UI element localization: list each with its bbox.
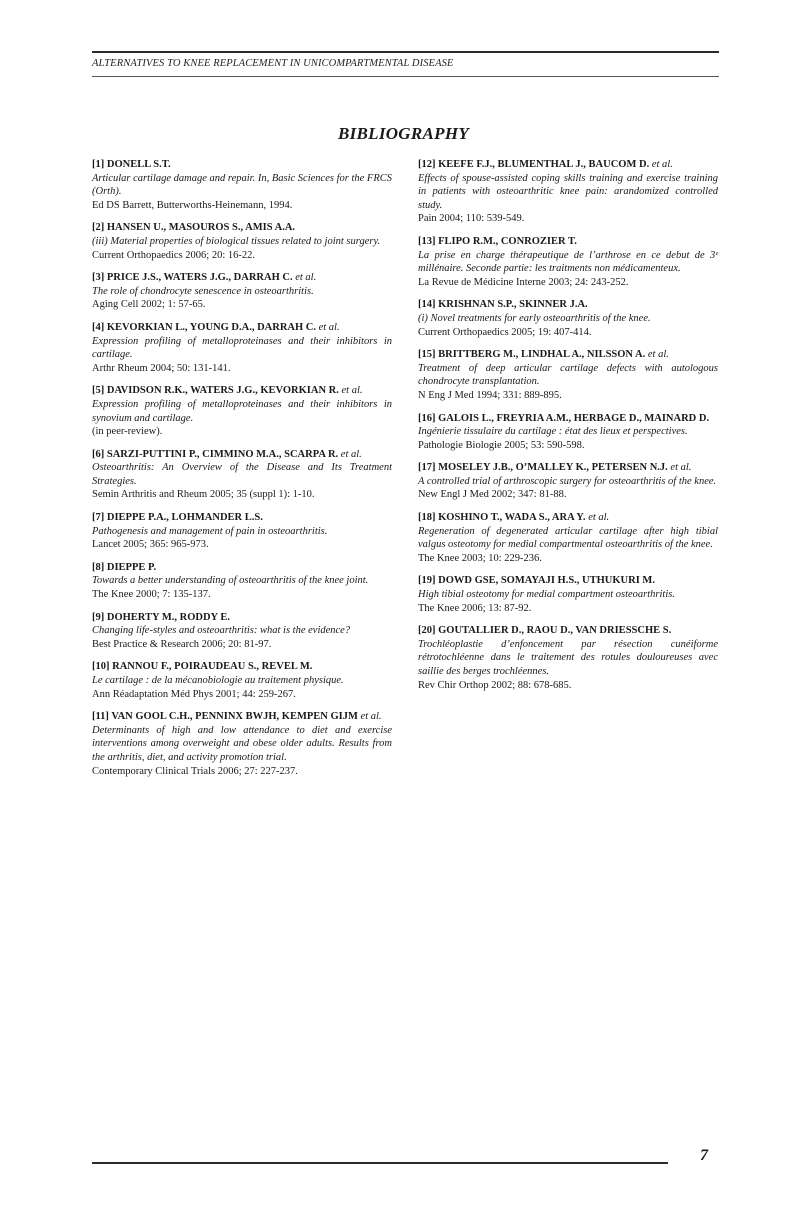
- header-rule-top: [92, 51, 719, 53]
- reference-1: [92, 158, 392, 212]
- reference-source: Rev Chir Orthop 2002; 88: 678-685.: [418, 679, 572, 691]
- reference-title: Towards a better understanding of osteoarthritis of the knee joint.: [92, 575, 369, 587]
- reference-source: Pain 2004; 110: 539-549.: [418, 213, 525, 225]
- reference-title: Pathogenesis and management of pain in osteoarthritis.: [92, 525, 328, 537]
- reference-authors: [14] KRISHNAN S.P., SKINNER J.A.: [418, 299, 588, 311]
- reference-title: Expression profiling of metalloproteinases and their inhibitors in synovium and cartilage.: [92, 398, 392, 424]
- footer-rule: [92, 1162, 668, 1164]
- reference-authors: [3] PRICE J.S., WATERS J.G., DARRAH C. et al.: [92, 272, 317, 284]
- reference-title: Osteoarthritis: An Overview of the Disease and Its Treatment Strategies.: [92, 462, 392, 487]
- reference-title: Expression profiling of metalloproteinases and their inhibitors in cartilage.: [92, 335, 392, 361]
- reference-etal: et al.: [360, 711, 382, 723]
- reference-source: Current Orthopaedics 2006; 20: 16-22.: [92, 249, 256, 261]
- reference-title: Changing life-styles and osteoarthritis: what is the evidence?: [92, 625, 351, 637]
- reference-authors: [5] DAVIDSON R.K., WATERS J.G., KEVORKIAN R. et al.: [92, 385, 363, 397]
- running-head: ALTERNATIVES TO KNEE REPLACEMENT IN UNICOMPARTMENTAL DISEASE: [92, 58, 454, 69]
- reference-authors: [8] DIEPPE P.: [92, 561, 157, 573]
- reference-authors: [13] FLIPO R.M., CONROZIER T.: [418, 235, 577, 247]
- reference-14: [418, 298, 718, 339]
- reference-source: The Knee 2003; 10: 229-236.: [418, 552, 542, 564]
- reference-11: [92, 710, 392, 778]
- reference-authors: [9] DOHERTY M., RODDY E.: [92, 611, 230, 623]
- reference-source: New Engl J Med 2002; 347: 81-88.: [418, 489, 567, 501]
- reference-3: [92, 271, 392, 312]
- reference-authors: [1] DONELL S.T.: [92, 159, 171, 170]
- reference-source: The Knee 2000; 7: 135-137.: [92, 589, 211, 601]
- reference-title: Treatment of deep articular cartilage defects with autologous chondrocyte transplantation.: [418, 362, 718, 388]
- reference-8: [92, 561, 392, 602]
- reference-authors: [4] KEVORKIAN L., YOUNG D.A., DARRAH C. et al.: [92, 321, 340, 333]
- reference-title: La prise en charge thérapeutique de l’arthrose en ce debut de 3ᵉ millénaire. Seconde partie: les traitments non médicamenteux.: [418, 249, 718, 275]
- reference-title: Ingénierie tissulaire du cartilage : état des lieux et perspectives.: [418, 426, 688, 438]
- reference-title: High tibial osteotomy for medial compartment osteoarthritis.: [418, 589, 675, 601]
- reference-15: [418, 348, 718, 402]
- reference-title: (i) Novel treatments for early osteoarthritis of the knee.: [418, 312, 651, 324]
- reference-source: N Eng J Med 1994; 331: 889-895.: [418, 389, 562, 401]
- reference-etal: et al.: [588, 512, 610, 524]
- reference-source: Arthr Rheum 2004; 50: 131-141.: [92, 362, 231, 374]
- reference-etal: et al.: [341, 385, 363, 397]
- reference-title: Determinants of high and low attendance to diet and exercise interventions among overweight and obese older adults. Results from the arthritis, diet, and activity promotion trial.: [92, 724, 392, 763]
- reference-6: [92, 448, 392, 502]
- reference-authors: [17] MOSELEY J.B., O’MALLEY K., PETERSEN N.J. et al.: [418, 462, 692, 474]
- reference-12: [418, 158, 718, 226]
- bibliography-right-column: [418, 158, 718, 701]
- reference-13: [418, 235, 718, 289]
- reference-etal: et al.: [295, 272, 317, 284]
- reference-etal: et al.: [651, 159, 673, 170]
- reference-source: La Revue de Médicine Interne 2003; 24: 243-252.: [418, 276, 629, 288]
- reference-9: [92, 611, 392, 652]
- header-rule-bottom: [92, 76, 719, 77]
- reference-source: Lancet 2005; 365: 965-973.: [92, 539, 209, 551]
- reference-authors: [2] HANSEN U., MASOUROS S., AMIS A.A.: [92, 222, 296, 234]
- reference-authors: [15] BRITTBERG M., LINDHAL A., NILSSON A. et al.: [418, 349, 669, 361]
- reference-source: Best Practice & Research 2006; 20: 81-97.: [92, 638, 272, 650]
- reference-source: Current Orthopaedics 2005; 19: 407-414.: [418, 326, 592, 338]
- reference-source: Contemporary Clinical Trials 2006; 27: 227-237.: [92, 765, 298, 777]
- reference-source: The Knee 2006; 13: 87-92.: [418, 602, 532, 614]
- reference-authors: [10] RANNOU F., POIRAUDEAU S., REVEL M.: [92, 661, 313, 673]
- reference-authors: [18] KOSHINO T., WADA S., ARA Y. et al.: [418, 512, 610, 524]
- reference-18: [418, 511, 718, 565]
- reference-16: [418, 412, 718, 453]
- reference-authors: [7] DIEPPE P.A., LOHMANDER L.S.: [92, 512, 263, 524]
- reference-authors: [19] DOWD GSE, SOMAYAJI H.S., UTHUKURI M.: [418, 575, 655, 587]
- reference-5: [92, 384, 392, 438]
- bibliography-left-column: [92, 158, 392, 787]
- reference-authors: [20] GOUTALLIER D., RAOU D., VAN DRIESSCHE S.: [418, 625, 672, 637]
- page-title: BIBLIOGRAPHY: [337, 124, 470, 143]
- reference-etal: et al.: [670, 462, 692, 474]
- reference-authors: [6] SARZI-PUTTINI P., CIMMINO M.A., SCARPA R. et al.: [92, 448, 362, 460]
- reference-7: [92, 511, 392, 552]
- page-number: 7: [700, 1147, 708, 1164]
- reference-source: (in peer-review).: [92, 426, 163, 438]
- reference-10: [92, 660, 392, 701]
- reference-title: Trochléoplastie d’enfoncement par résection cunéiforme rétrotochléenne dans le traitement des rotules douloureuses avec saillie des berges trochléennes.: [418, 638, 718, 677]
- reference-title: The role of chondrocyte senescence in osteoarthritis.: [92, 285, 314, 297]
- reference-source: Pathologie Biologie 2005; 53: 590-598.: [418, 439, 585, 451]
- reference-source: Semin Arthritis and Rheum 2005; 35 (suppl 1): 1-10.: [92, 489, 315, 501]
- reference-title: (iii) Material properties of biological tissues related to joint surgery.: [92, 235, 381, 247]
- reference-etal: et al.: [647, 349, 669, 361]
- reference-authors: [11] VAN GOOL C.H., PENNINX BWJH, KEMPEN GIJM et al.: [92, 711, 382, 723]
- reference-2: [92, 221, 392, 262]
- reference-source: Ed DS Barrett, Butterworths-Heinemann, 1994.: [92, 199, 293, 211]
- reference-source: Aging Cell 2002; 1: 57-65.: [92, 299, 206, 311]
- reference-4: [92, 321, 392, 375]
- reference-etal: et al.: [318, 321, 340, 333]
- reference-etal: et al.: [340, 448, 362, 460]
- reference-title: Articular cartilage damage and repair. In, Basic Sciences for the FRCS (Orth).: [92, 172, 392, 198]
- reference-19: [418, 574, 718, 615]
- reference-title: Effects of spouse-assisted coping skills training and exercise training in patients with osteoarthritic knee pain: arandomized controlled study.: [418, 172, 718, 211]
- reference-title: A controlled trial of arthroscopic surgery for osteoarthritis of the knee.: [418, 475, 717, 487]
- reference-17: [418, 461, 718, 502]
- reference-title: Le cartilage : de la mécanobiologie au traitement physique.: [92, 675, 344, 686]
- reference-authors: [16] GALOIS L., FREYRIA A.M., HERBAGE D., MAINARD D.: [418, 412, 710, 424]
- reference-source: Ann Réadaptation Méd Phys 2001; 44: 259-267.: [92, 688, 296, 700]
- reference-title: Regeneration of degenerated articular cartilage after high tibial valgus osteotomy for medial compartmental osteoarthritis of the knee.: [418, 525, 718, 551]
- reference-20: [418, 624, 718, 692]
- reference-authors: [12] KEEFE F.J., BLUMENTHAL J., BAUCOM D. et al.: [418, 159, 673, 170]
